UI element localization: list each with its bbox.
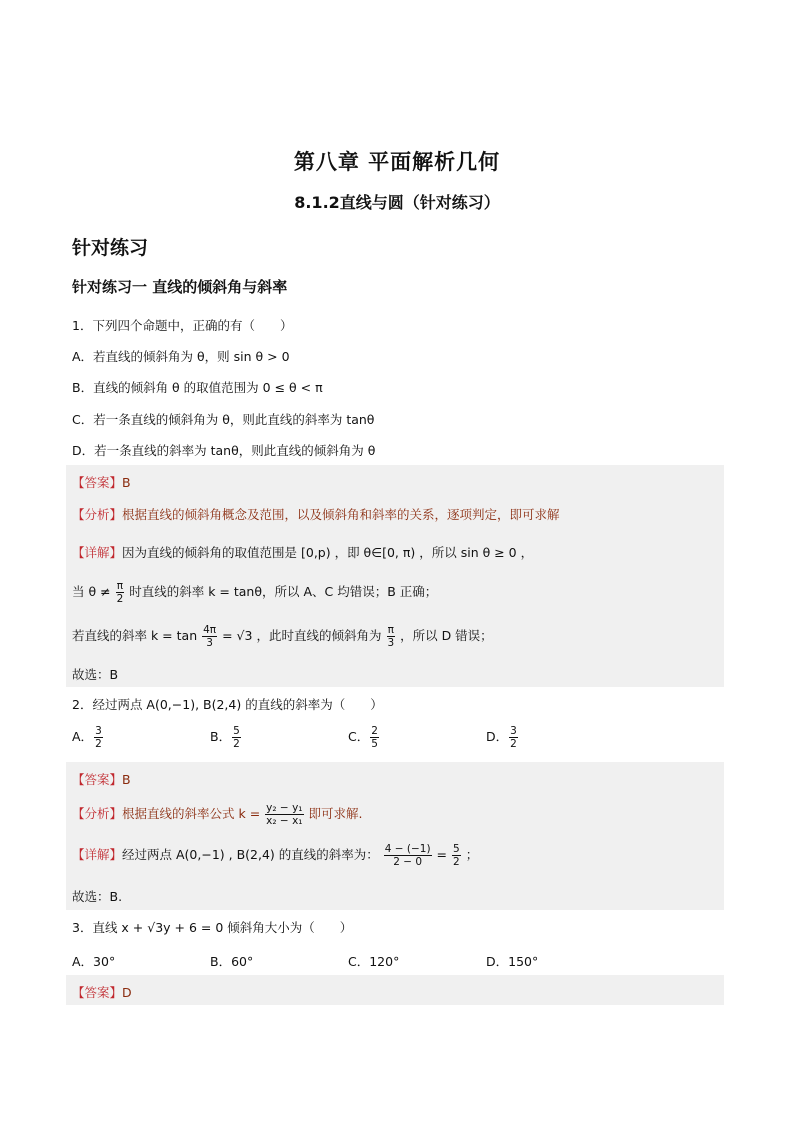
numerator: y₂ − y₁ [266,802,303,814]
denominator: 3 [387,637,395,649]
numerator: π [387,624,394,636]
numerator: π [116,580,124,592]
denominator: 2 [116,593,124,605]
q3-solution-box [66,975,724,1005]
analysis-tag: 【分析】 [72,806,123,821]
detail-text: 因为直线的倾斜角的取值范围是 [0,p) ，即 θ∈[0, π) ，所以 sin θ ≥ 0 ， [122,545,534,560]
q2-conclusion: 故选：B. [72,889,123,904]
q1-detail-line1 [72,543,533,561]
q3-option-b: B．60° [210,954,254,969]
detail-text: 若直线的斜率 k = tan [72,628,198,643]
numerator: 3 [510,725,517,737]
numerator: 3 [95,725,102,737]
q1-analysis [72,505,560,523]
fraction [265,802,303,827]
detail-tag: 【详解】 [72,545,123,560]
chapter-title: 第八章 平面解析几何 [293,150,501,174]
option-label: D． [486,729,509,744]
q2-option-d [486,725,519,750]
q3-option-d: D．150° [486,954,539,969]
q1-conclusion: 故选：B [72,667,119,682]
denominator: x₂ − x₁ [266,815,303,827]
q1-stem: 1．下列四个命题中，正确的有（ ） [72,318,293,333]
subsection-heading: 针对练习一 直线的倾斜角与斜率 [72,278,288,296]
q1-detail-line3 [72,624,493,649]
denominator: 2 [233,738,240,750]
detail-text: = √3 ，此时直线的倾斜角为 [222,628,382,643]
q3-stem: 3．直线 x + √3y + 6 = 0 倾斜角大小为（ ） [72,920,353,935]
answer-value: B [122,772,131,787]
option-label: A． [72,729,94,744]
q1-solution-box [66,465,724,687]
numerator: 2 [371,725,378,737]
q1-detail-line2 [72,580,437,605]
q2-solution-box [66,762,724,910]
denominator: 5 [371,738,378,750]
q2-option-b [210,725,242,750]
denominator: 3 [206,637,213,649]
denominator: 2 [95,738,102,750]
q2-option-a [72,725,104,750]
q3-option-c: C．120° [348,954,400,969]
fraction [202,624,217,649]
detail-text: ，所以 D 错误； [400,628,493,643]
denominator: 2 [510,738,517,750]
answer-tag: 【答案】 [72,985,123,1000]
q1-option-d: D．若一条直线的斜率为 tanθ，则此直线的倾斜角为 θ [72,443,376,458]
detail-text: = [436,847,448,862]
q1-option-a: A．若直线的倾斜角为 θ，则 sin θ > 0 [72,349,290,364]
detail-text: ； [465,847,479,862]
q2-stem: 2．经过两点 A(0,−1), B(2,4) 的直线的斜率为（ ） [72,697,383,712]
q3-option-a: A．30° [72,954,116,969]
numerator: 5 [233,725,240,737]
page-subtitle: 8.1.2直线与圆（针对练习） [294,193,500,212]
fraction [232,725,241,750]
detail-tag: 【详解】 [72,847,123,862]
fraction [116,580,125,605]
detail-text: 经过两点 A(0,−1) , B(2,4) 的直线的斜率为： [122,847,379,862]
fraction [384,843,432,868]
q1-option-c: C．若一条直线的倾斜角为 θ，则此直线的斜率为 tanθ [72,412,375,427]
q1-option-b: B．直线的倾斜角 θ 的取值范围为 0 ≤ θ < π [72,380,323,395]
answer-value: B [122,475,131,490]
q2-option-c [348,725,380,750]
numerator: 4π [203,624,217,636]
detail-text: 时直线的斜率 k = tanθ，所以 A、C 均错误；B 正确； [129,584,438,599]
q1-answer [72,473,131,491]
answer-value: D [122,985,132,1000]
fraction [509,725,518,750]
answer-tag: 【答案】 [72,772,123,787]
analysis-text: 即可求解. [308,806,363,821]
q2-answer [72,770,131,788]
fraction [452,843,461,868]
analysis-tag: 【分析】 [72,507,123,522]
numerator: 4 − (−1) [384,843,431,855]
denominator: 2 [453,856,460,868]
fraction [94,725,103,750]
numerator: 5 [453,843,460,855]
analysis-text: 根据直线的倾斜角概念及范围，以及倾斜角和斜率的关系，逐项判定，即可求解 [122,507,560,522]
fraction [370,725,379,750]
section-heading: 针对练习 [72,237,149,259]
analysis-text: 根据直线的斜率公式 k = [122,806,261,821]
option-label: C． [348,729,370,744]
fraction [386,624,395,649]
option-label: B． [210,729,232,744]
q3-answer [72,983,132,1001]
q2-analysis [72,802,362,827]
q2-detail [72,843,478,868]
detail-text: 当 θ ≠ [72,584,111,599]
answer-tag: 【答案】 [72,475,123,490]
denominator: 2 − 0 [393,856,423,868]
